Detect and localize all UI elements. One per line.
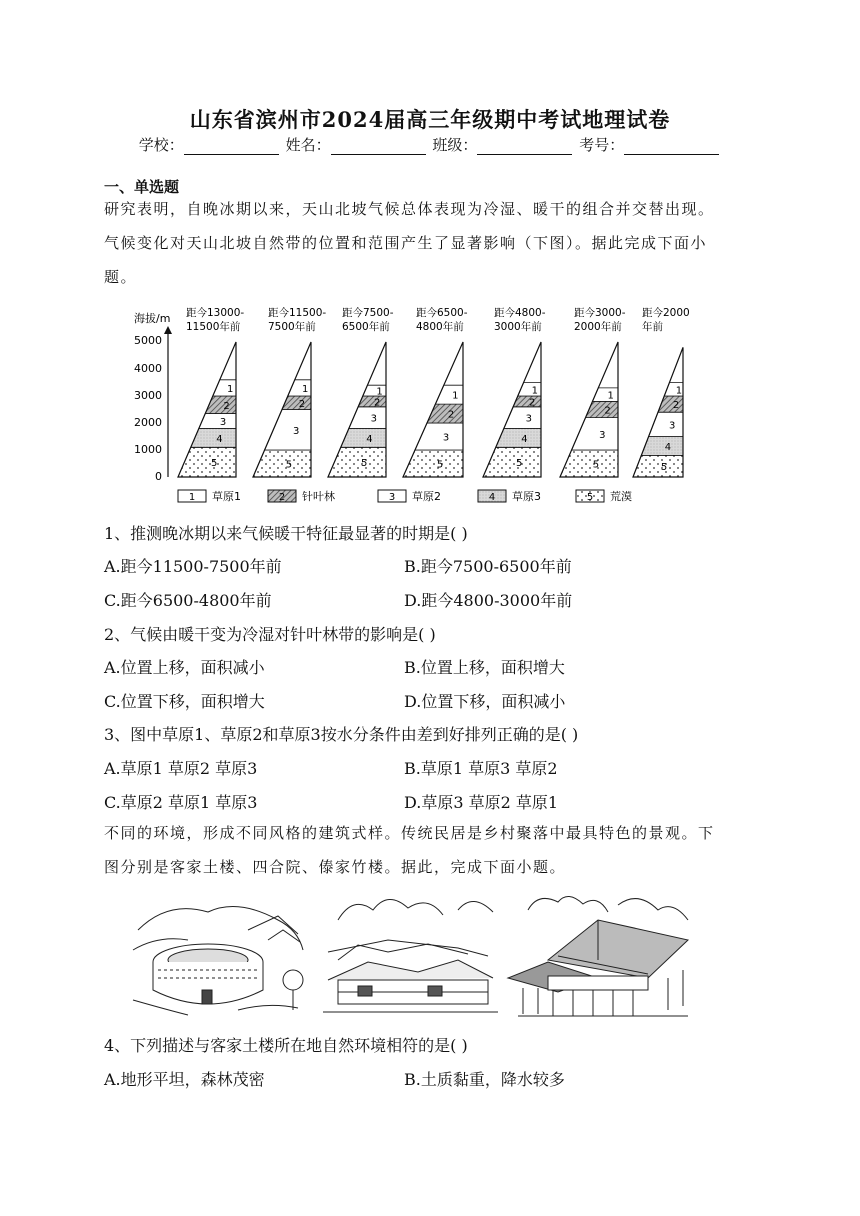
passage-1	[104, 192, 756, 294]
number-blank[interactable]	[624, 140, 719, 155]
option-d[interactable]: D.距今4800-3000年前	[404, 591, 573, 610]
period-label: 距今3000-	[574, 307, 626, 319]
passage-line: 研究表明，自晚冰期以来，天山北坡气候总体表现为冷湿、暖干的组合并交替出现。	[104, 200, 715, 218]
option-b[interactable]: B.距今7500-6500年前	[404, 557, 572, 576]
zone-number: 5	[211, 458, 218, 470]
legend-label: 针叶林	[302, 490, 335, 503]
option-d[interactable]: D.位置下移，面积减小	[404, 692, 566, 711]
zone-number: 3	[219, 416, 227, 428]
zone-number: 1	[226, 383, 234, 395]
zone-number: 1	[301, 383, 309, 395]
zone-number: 1	[607, 390, 614, 402]
zone-number: 3	[370, 413, 377, 425]
zone-band	[253, 450, 311, 477]
zone-band	[592, 388, 618, 402]
legend-label: 草原1	[212, 490, 241, 503]
option-a[interactable]: A.地形平坦，森林茂密	[104, 1070, 265, 1089]
period-label: 距今2000	[642, 307, 690, 319]
zone-number: 5	[660, 462, 668, 474]
period-label: 11500年前	[186, 321, 241, 333]
section-title: 一、单选题	[104, 178, 180, 196]
question-3-stem: 3、图中草原1、草原2和草原3按水分条件由差到好排列正确的是( )	[104, 725, 579, 744]
period-label: 年前	[642, 321, 663, 333]
school-blank[interactable]	[184, 140, 279, 155]
zone-number: 2	[529, 397, 536, 409]
zone-number: 1	[531, 385, 539, 397]
zone-band	[483, 447, 541, 477]
zone-band	[205, 396, 236, 414]
zone-number: 2	[672, 400, 680, 412]
zone-band	[403, 450, 463, 477]
legend-item-conifer	[268, 489, 335, 503]
zone-number: 2	[604, 405, 611, 417]
zone-band	[427, 404, 463, 423]
school-label: 学校：	[138, 136, 184, 154]
class-label: 班级：	[432, 136, 478, 154]
passage-line: 气候变化对天山北坡自然带的位置和范围产生了显著影响（下图）。据此完成下面小	[104, 234, 708, 252]
zone-number: 5	[436, 459, 444, 471]
legend	[178, 489, 632, 503]
passage-line: 题。	[104, 268, 138, 286]
legend-num: 5	[586, 492, 594, 503]
legend-label: 草原2	[412, 490, 441, 503]
class-blank[interactable]	[477, 140, 572, 155]
vegetation-zone-figure	[128, 302, 698, 510]
y-tick-label: 4000	[134, 362, 162, 375]
option-c[interactable]: C.位置下移，面积增大	[104, 692, 265, 711]
name-blank[interactable]	[331, 140, 426, 155]
legend-num: 1	[188, 492, 196, 503]
name-label: 姓名：	[285, 136, 331, 154]
zone-number: 3	[599, 429, 606, 441]
zone-number: 5	[592, 459, 600, 471]
number-label: 考号：	[579, 136, 625, 154]
zone-number: 1	[452, 390, 459, 402]
legend-num: 2	[278, 492, 286, 503]
question-1-stem: 1、推测晚冰期以来气候暖干特征最显著的时期是( )	[104, 524, 468, 543]
dwelling-illustrations	[128, 890, 708, 1022]
student-info-line	[0, 134, 860, 155]
zone-number: 3	[292, 425, 300, 437]
period-label: 6500年前	[342, 321, 390, 333]
zone-number: 4	[521, 433, 528, 445]
legend-item-desert	[576, 489, 632, 503]
option-a[interactable]: A.位置上移，面积减小	[104, 658, 265, 677]
period-label: 距今7500-	[342, 307, 394, 319]
zone-number: 3	[525, 413, 532, 425]
option-b[interactable]: B.土质黏重，降水较多	[404, 1070, 565, 1089]
siheyuan-image	[323, 899, 498, 1012]
legend-item-grassland-3	[478, 489, 541, 503]
y-axis-label: 海拔/m	[134, 312, 171, 325]
option-c[interactable]: C.草原2 草原1 草原3	[104, 793, 258, 812]
legend-label: 荒漠	[610, 490, 632, 503]
mountain-profiles	[178, 342, 683, 477]
option-a[interactable]: A.距今11500-7500年前	[104, 557, 282, 576]
zone-number: 2	[223, 400, 230, 412]
zone-number: 4	[366, 433, 373, 445]
zone-number: 5	[361, 458, 368, 470]
zone-number: 3	[442, 432, 450, 444]
legend-num: 3	[388, 492, 396, 503]
zone-number: 1	[675, 385, 683, 397]
zone-band	[265, 410, 311, 451]
zone-number: 5	[285, 459, 293, 471]
zone-number: 2	[374, 397, 381, 409]
zone-number: 4	[216, 433, 223, 445]
y-tick-label: 5000	[134, 334, 162, 347]
period-label: 4800年前	[416, 321, 464, 333]
period-label: 距今11500-	[268, 307, 327, 319]
zone-number: 3	[668, 420, 676, 432]
zone-number: 1	[376, 386, 383, 398]
y-tick-label: 1000	[134, 443, 162, 456]
option-d[interactable]: D.草原3 草原2 草原1	[404, 793, 559, 812]
legend-num: 4	[488, 492, 496, 503]
zone-band	[415, 423, 463, 450]
period-label: 距今6500-	[416, 307, 468, 319]
y-tick-label: 2000	[134, 416, 162, 429]
question-2-stem: 2、气候由暖干变为冷湿对针叶林带的影响是( )	[104, 625, 436, 644]
question-4-stem: 4、下列描述与客家土楼所在地自然环境相符的是( )	[104, 1036, 468, 1055]
zone-number: 5	[516, 458, 523, 470]
zone-band	[178, 447, 236, 477]
zone-band	[504, 407, 541, 429]
option-b[interactable]: B.草原1 草原3 草原2	[404, 759, 558, 778]
y-axis-arrow	[164, 326, 172, 334]
legend-label: 草原3	[512, 490, 541, 503]
period-label: 3000年前	[494, 321, 542, 333]
zone-band	[586, 401, 618, 417]
dai-bamboo-house-image	[508, 896, 688, 1016]
zone-band	[349, 407, 386, 429]
page-title: 山东省滨州市2024届高三年级期中考试地理试卷	[189, 107, 671, 132]
period-labels	[186, 306, 690, 333]
period-label: 距今13000-	[186, 307, 245, 319]
period-label: 7500年前	[268, 321, 316, 333]
legend-item-grassland-2	[378, 489, 441, 503]
zone-number: 2	[298, 398, 306, 410]
option-c[interactable]: C.距今6500-4800年前	[104, 591, 272, 610]
zone-band	[328, 447, 386, 477]
zone-number: 4	[664, 441, 672, 453]
passage-line: 不同的环境，形成不同风格的建筑式样。传统民居是乡村聚落中最具特色的景观。下	[104, 824, 715, 842]
y-tick-label: 3000	[134, 389, 162, 402]
passage-2	[104, 816, 756, 884]
hakka-tulou-image	[133, 907, 303, 1015]
y-tick-label: 0	[155, 470, 162, 483]
zone-band	[560, 450, 618, 477]
period-label: 距今4800-	[494, 307, 546, 319]
option-a[interactable]: A.草原1 草原2 草原3	[104, 759, 258, 778]
zone-number: 2	[447, 409, 455, 421]
legend-item-grassland-1	[178, 489, 241, 503]
period-label: 2000年前	[574, 321, 622, 333]
passage-line: 图分别是客家土楼、四合院、傣家竹楼。据此，完成下面小题。	[104, 858, 567, 876]
option-b[interactable]: B.位置上移，面积增大	[404, 658, 565, 677]
